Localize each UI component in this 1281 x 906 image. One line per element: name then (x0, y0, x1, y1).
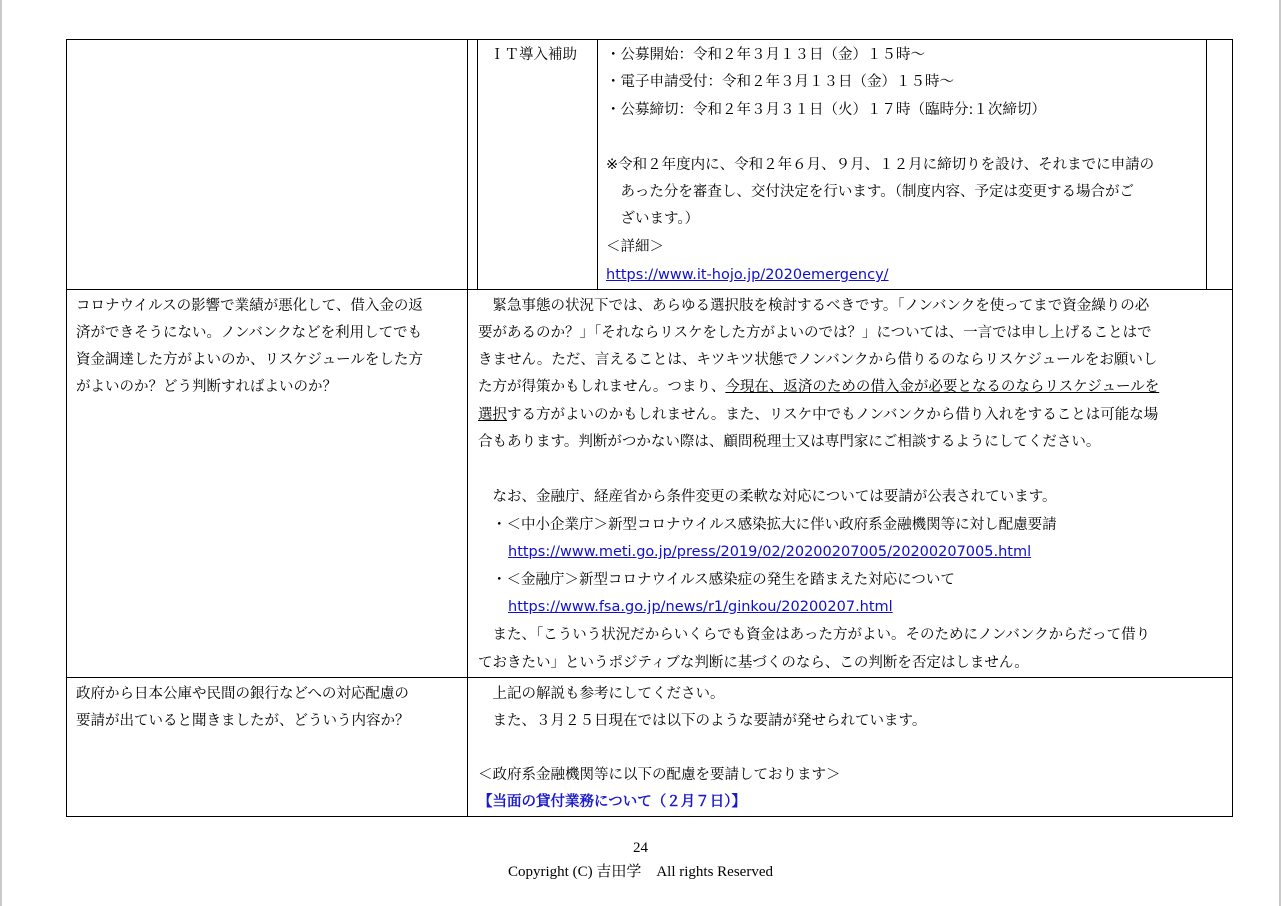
it-subsidy-line: ※令和２年度内に、令和２年６月、９月、１２月に締切りを設け、それまでに申請の (606, 157, 1155, 173)
reference-link[interactable]: https://www.meti.go.jp/press/2019/02/20200207005/20200207005.html (508, 544, 1032, 560)
page-number: 24 (633, 840, 648, 856)
answer-line: 要があるのか？」「それならリスケをした方がよいのでは？」については、一言では申し上げることはで (478, 325, 1152, 341)
inner-table-right (1206, 39, 1207, 289)
table-row-divider-1 (66, 289, 1233, 290)
answer-closing-line: また、「こういう状況だからいくらでも資金はあった方がよい。そのためにノンバンクからだって借り (478, 627, 1151, 643)
table-border-top (66, 39, 1233, 40)
highlight-heading: 【当面の貸付業務について（２月７日）】 (478, 794, 746, 810)
answer-line: 合もあります。判断がつかない際は、顧問税理士又は専門家にご相談するようにしてください。 (478, 434, 1101, 450)
request-heading: ＜政府系金融機関等に以下の配慮を要請しております＞ (478, 767, 841, 783)
it-subsidy-line: ざいます。） (606, 211, 700, 227)
answer-underlined-text: 今現在、返済のための借入金が必要となるのならリスケジュールを (725, 379, 1160, 395)
question-line: 資金調達した方がよいのか、リスケジュールをした方 (76, 352, 423, 368)
answer-text: する方がよいのかもしれません。また、リスケ中でもノンバンクから借り入れをすることは可能な場 (507, 407, 1159, 423)
copyright-footer: Copyright (C) 吉田学 All rights Reserved (508, 864, 773, 880)
answer-closing-line: ておきたい」というポジティブな判断に基づくのなら、この判断を否定はしません。 (478, 655, 1029, 671)
answer-notice: なお、金融庁、経産省から条件変更の柔軟な対応については要請が公表されています。 (478, 489, 1057, 505)
question-line: 政府から日本公庫や民間の銀行などへの対応配慮の (76, 686, 409, 702)
answer-line: また、３月２５日現在では以下のような要請が発せられています。 (478, 713, 927, 729)
it-subsidy-line: ＜詳細＞ (606, 239, 664, 255)
answer-text: た方が得策かもしれません。つまり、 (478, 379, 726, 395)
inner-table-divider (597, 39, 598, 289)
table-border-left (66, 39, 67, 817)
table-border-right (1232, 39, 1233, 817)
answer-line (478, 378, 1159, 396)
it-subsidy-link[interactable]: https://www.it-hojo.jp/2020emergency/ (606, 267, 889, 283)
table-border-bottom (66, 816, 1233, 817)
answer-underlined-text: 選択 (478, 407, 507, 423)
it-subsidy-line: あった分を審査し、交付決定を行います。（制度内容、予定は変更する場合がご (606, 184, 1134, 200)
it-subsidy-line: ・公募開始：令和２年３月１３日（金）１５時～ (606, 47, 925, 63)
answer-line: 上記の解説も参考にしてください。 (478, 686, 725, 702)
it-subsidy-line: ・電子申請受付：令和２年３月１３日（金）１５時～ (606, 74, 954, 90)
answer-line: 緊急事態の状況下では、あらゆる選択肢を検討するべきです。「ノンバンクを使ってまで資金繰りの必 (478, 298, 1150, 314)
answer-line (478, 406, 1158, 424)
answer-line: きません。ただ、言えることは、キツキツ状態でノンバンクから借りるのならリスケジュールをお願いし (478, 352, 1158, 368)
reference-title: ・＜中小企業庁＞新型コロナウイルス感染拡大に伴い政府系金融機関等に対し配慮要請 (492, 517, 1057, 533)
question-line: 要請が出ていると聞きましたが、どういう内容か？ (76, 713, 410, 729)
inner-table-left (477, 39, 478, 289)
question-line: 済ができそうにない。ノンバンクなどを利用してでも (76, 325, 423, 341)
reference-link[interactable]: https://www.fsa.go.jp/news/r1/ginkou/20200207.html (508, 599, 893, 615)
table-row-divider-2 (66, 677, 1233, 678)
it-subsidy-line: ・公募締切：令和２年３月３１日（火）１７時（臨時分:１次締切） (606, 102, 1046, 118)
table-column-divider (467, 39, 468, 817)
it-subsidy-label: ＩＴ導入補助 (490, 47, 577, 63)
reference-title: ・＜金融庁＞新型コロナウイルス感染症の発生を踏まえた対応について (492, 572, 955, 588)
question-line: がよいのか？どう判断すればよいのか？ (76, 379, 337, 395)
question-line: コロナウイルスの影響で業績が悪化して、借入金の返 (76, 298, 423, 314)
